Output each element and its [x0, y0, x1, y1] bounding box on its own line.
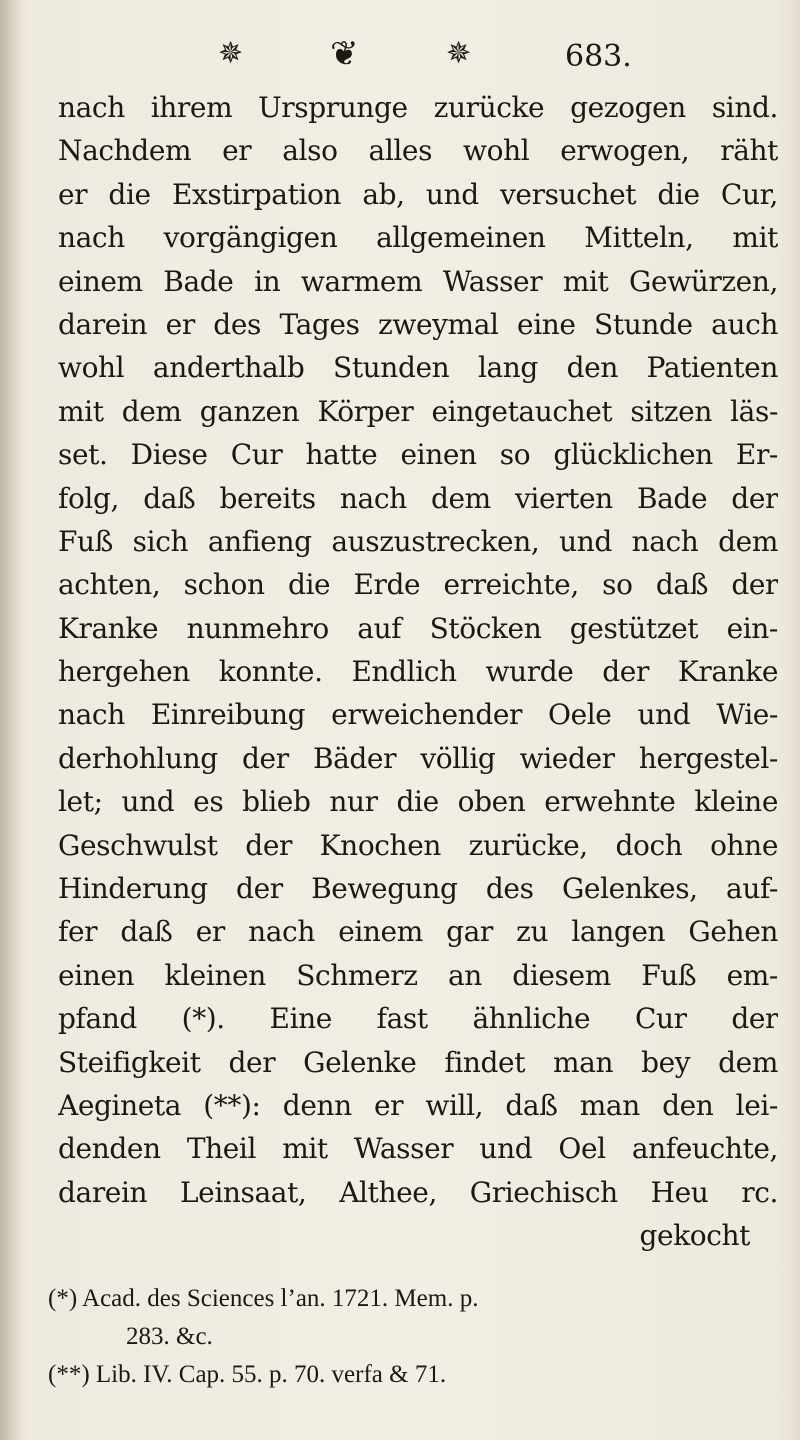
footnote-1: (*) Acad. des Sciences l’an. 1721. Mem. p. — [48, 1285, 479, 1312]
star-ornament-left-icon: ✵ — [218, 36, 244, 71]
text-line: fer daß er nach einem gar zu langen Gehen — [58, 915, 778, 949]
footnote-2: (**) Lib. IV. Cap. 55. p. 70. verfa & 71. — [48, 1361, 447, 1388]
floral-ornament-icon: ❦ — [330, 34, 359, 74]
text-line: hergehen konnte. Endlich wurde der Kranke — [58, 655, 778, 689]
text-line: derhohlung der Bäder völlig wieder hergestel- — [58, 741, 778, 775]
text-line: wohl anderthalb Stunden lang den Patienten — [58, 351, 778, 385]
body-text — [58, 86, 778, 1258]
text-line: Hinderung der Bewegung des Gelenkes, auf- — [58, 872, 778, 906]
text-line: Geschwulst der Knochen zurücke, doch ohne — [58, 828, 778, 862]
text-line: darein Leinsaat, Althee, Griechisch Heu rc. — [58, 1175, 778, 1209]
catchword: gekocht — [639, 1219, 750, 1253]
footnote-1-continued: 283. &c. — [126, 1323, 213, 1350]
text-line: Aegineta (**): denn er will, daß man den lei- — [58, 1088, 778, 1122]
text-line: nach ihrem Ursprunge zurücke gezogen sind. — [58, 91, 778, 124]
spine-shadow — [0, 0, 22, 1440]
text-line: denden Theil mit Wasser und Oel anfeuchte, — [58, 1132, 778, 1166]
text-line: einem Bade in warmem Wasser mit Gewürzen, — [58, 264, 778, 298]
text-line: pfand (*). Eine fast ähnliche Cur der — [58, 1002, 778, 1036]
text-line: set. Diese Cur hatte einen so glücklichen Er- — [58, 438, 778, 472]
text-line: einen kleinen Schmerz an diesem Fuß em- — [58, 958, 778, 992]
text-line: Nachdem er also alles wohl erwogen, räht — [58, 134, 778, 168]
text-line: folg, daß bereits nach dem vierten Bade der — [58, 481, 778, 515]
text-line: er die Exstirpation ab, und versuchet die Cur, — [58, 177, 778, 211]
star-ornament-right-icon: ✵ — [446, 36, 472, 71]
text-line: let; und es blieb nur die oben erwehnte kleine — [58, 785, 778, 819]
text-line: achten, schon die Erde erreichte, so daß der — [58, 568, 778, 602]
text-line: nach Einreibung erweichender Oele und Wie- — [58, 698, 778, 732]
footnotes — [48, 1280, 768, 1394]
text-line: mit dem ganzen Körper eingetauchet sitzen läs- — [58, 394, 778, 428]
text-line: Fuß sich anfieng auszustrecken, und nach dem — [58, 524, 778, 558]
page-header — [0, 32, 800, 82]
text-line: Kranke nunmehro auf Stöcken gestützet ein- — [58, 611, 778, 645]
text-line: nach vorgängigen allgemeinen Mitteln, mit — [58, 221, 778, 255]
page-number: 683. — [565, 39, 632, 74]
text-line: Steifigkeit der Gelenke findet man bey dem — [58, 1045, 778, 1079]
text-line: darein er des Tages zweymal eine Stunde auch — [58, 307, 778, 341]
